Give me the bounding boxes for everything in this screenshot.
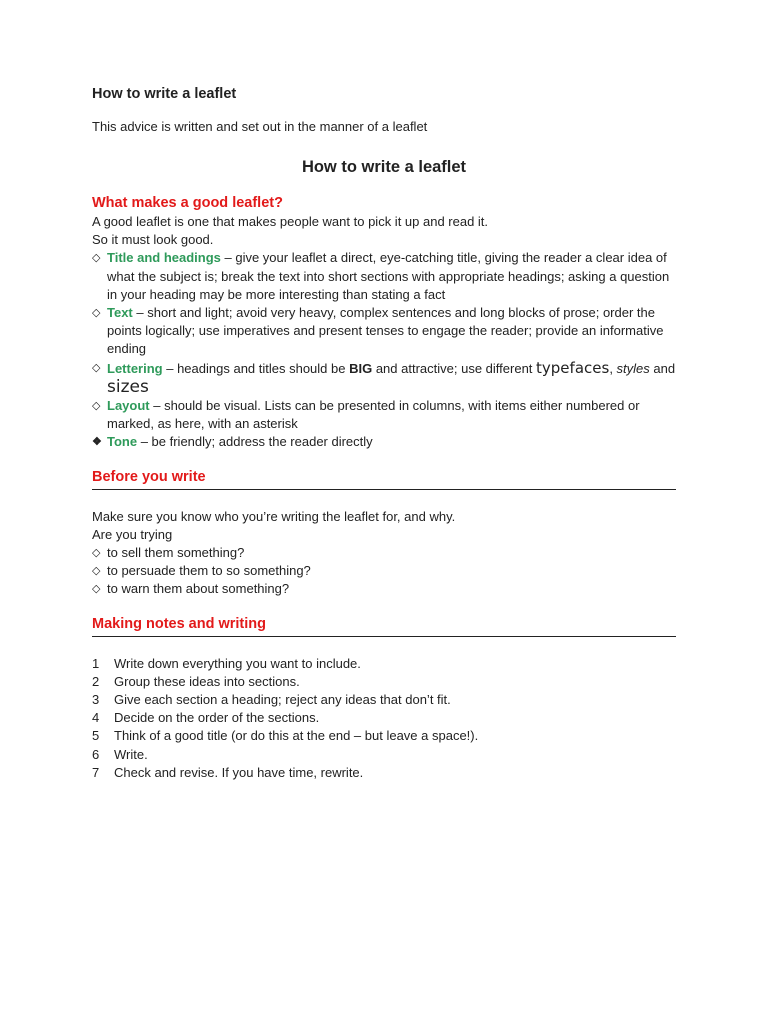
styles-word: styles: [616, 360, 650, 376]
step-number: 2: [92, 673, 100, 689]
paragraph-line: Make sure you know who you’re writing the leaflet for, and why.: [92, 508, 456, 524]
step-item: [92, 673, 676, 691]
steps-list: [92, 655, 676, 782]
list-item-title-and-headings: [92, 249, 676, 304]
section-heading-what-makes: What makes a good leaflet?: [92, 195, 283, 211]
step-text: Decide on the order of the sections.: [114, 710, 320, 726]
purpose-list: [92, 544, 676, 599]
document-page: [92, 84, 676, 782]
sizes-word: sizes: [107, 376, 149, 397]
step-item: [92, 727, 676, 745]
list-text: and: [649, 360, 676, 376]
step-number: 6: [92, 746, 100, 762]
paragraph-line: Are you trying: [92, 526, 173, 542]
list-term: Text: [107, 305, 133, 321]
diamond-bullet-icon: ◇: [92, 565, 101, 578]
list-item-layout: [92, 397, 676, 433]
document-title: How to write a leaflet: [92, 86, 237, 102]
list-text: – short and light; avoid very heavy, complex sentences and long blocks of prose; order the points logically; use imperatives and present tenses to engage the reader; provide an informative ending: [107, 305, 664, 357]
list-item-lettering: [92, 359, 676, 397]
big-word: BIG: [349, 360, 373, 376]
step-item: [92, 764, 676, 782]
step-text: Think of a good title (or do this at the end – but leave a space!).: [114, 728, 479, 744]
step-text: Write down everything you want to include.: [114, 655, 361, 671]
section-heading-making-notes: Making notes and writing: [92, 614, 676, 637]
step-text: Give each section a heading; reject any ideas that don’t fit.: [114, 692, 451, 708]
list-text: – should be visual. Lists can be presented in columns, with items either numbered or marked, as here, with an asterisk: [107, 398, 640, 432]
section-heading-before-you-write: Before you write: [92, 467, 676, 490]
step-number: 5: [92, 728, 100, 744]
diamond-bullet-icon: ◇: [92, 252, 101, 265]
step-item: [92, 746, 676, 764]
list-item-text: [92, 304, 676, 359]
list-term: Lettering: [107, 360, 163, 376]
step-item: [92, 691, 676, 709]
step-text: Group these ideas into sections.: [114, 673, 300, 689]
step-text: Check and revise. If you have time, rewrite.: [114, 764, 364, 780]
list-text: and attractive; use different: [372, 360, 537, 376]
list-text: to sell them something?: [107, 545, 245, 561]
list-text: to persuade them to so something?: [107, 563, 311, 579]
list-text: – give your leaflet a direct, eye-catching title, giving the reader a clear idea of what the subject is; break the text into short sections with appropriate headings; asking a question in your heading may be more interesting than stating a fact: [107, 250, 670, 302]
list-text: – be friendly; address the reader directly: [137, 434, 373, 450]
diamond-bullet-icon: ◇: [92, 583, 101, 596]
diamond-bullet-icon: ◇: [92, 307, 101, 320]
diamond-bullet-icon: ◇: [92, 361, 101, 374]
list-item: [92, 580, 676, 598]
list-term: Layout: [107, 398, 150, 414]
list-item: [92, 544, 676, 562]
list-term: Title and headings: [107, 250, 221, 266]
leaflet-title: How to write a leaflet: [301, 158, 467, 176]
paragraph-line: So it must look good.: [92, 232, 214, 248]
good-leaflet-list: [92, 249, 676, 451]
paragraph-line: A good leaflet is one that makes people want to pick it up and read it.: [92, 214, 489, 229]
step-item: [92, 655, 676, 673]
step-number: 3: [92, 692, 100, 708]
intro-text: This advice is written and set out in the manner of a leaflet: [92, 119, 428, 134]
list-text: to warn them about something?: [107, 581, 290, 597]
list-item-tone: [92, 433, 676, 451]
step-text: Write.: [114, 746, 148, 762]
diamond-bullet-icon: ❖: [92, 436, 102, 449]
step-number: 4: [92, 710, 100, 726]
list-term: Tone: [107, 434, 138, 450]
step-number: 7: [92, 764, 100, 780]
list-item: [92, 562, 676, 580]
list-text: – headings and titles should be: [162, 360, 350, 376]
typefaces-word: typefaces: [536, 358, 610, 377]
step-item: [92, 709, 676, 727]
list-text: ,: [609, 360, 617, 376]
diamond-bullet-icon: ◇: [92, 400, 101, 413]
diamond-bullet-icon: ◇: [92, 547, 101, 560]
step-number: 1: [92, 655, 100, 671]
